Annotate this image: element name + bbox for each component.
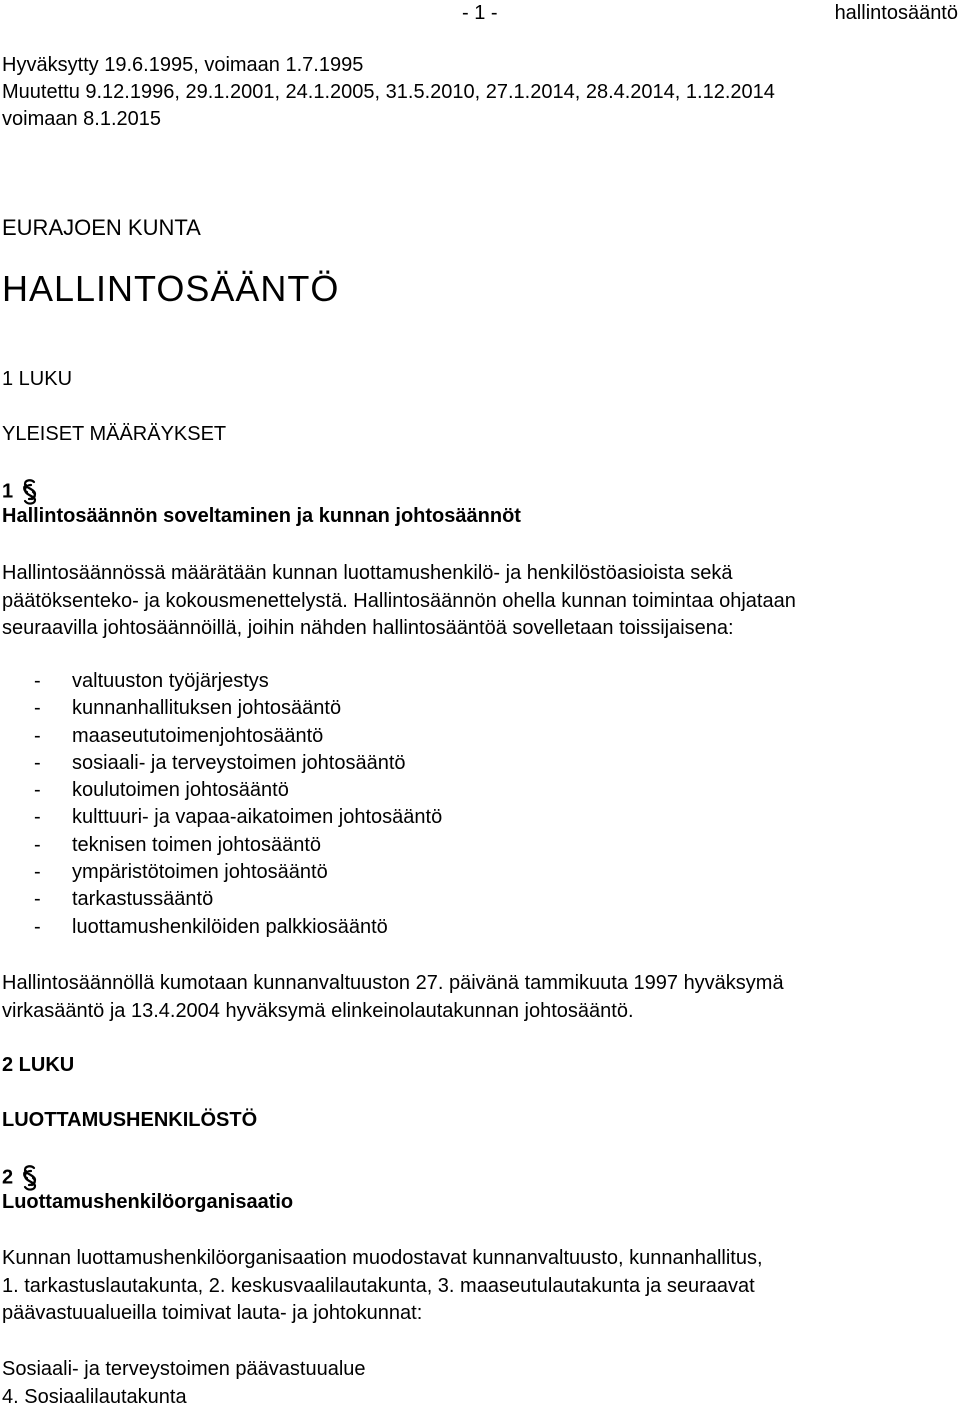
list-item: - maaseututoimenjohtosääntö [34,723,442,750]
section-sign-icon [19,1164,41,1192]
section-1-title: Hallintosäännön soveltaminen ja kunnan johtosäännöt [2,505,521,528]
section-2-number: 2 [2,1166,13,1188]
section-1-number: 1 [2,480,13,502]
list-item: - sosiaali- ja terveystoimen johtosääntö [34,750,442,777]
list-item: - luottamushenkilöiden palkkiosääntö [34,914,442,941]
chapter-1-title: YLEISET MÄÄRÄYKSET [2,423,226,446]
list-item: - ympäristötoimen johtosääntö [34,859,442,886]
list-item: - kunnanhallituksen johtosääntö [34,695,442,722]
paragraph-line: Hallintosäännöllä kumotaan kunnanvaltuuston 27. päivänä tammikuuta 1997 hyväksymä [2,970,784,998]
chapter-1-number: 1 LUKU [2,368,72,391]
list-item: - teknisen toimen johtosääntö [34,832,442,859]
municipality-name: EURAJOEN KUNTA [2,215,201,241]
amendment-line: Muutettu 9.12.1996, 29.1.2001, 24.1.2005, 31.5.2010, 27.1.2014, 28.4.2014, 1.12.2014 [2,79,775,106]
paragraph-line: päätöksenteko- ja kokousmenettelystä. Hallintosäännön ohella kunnan toimintaa ohjataan [2,588,796,616]
section-sign-icon [19,478,41,506]
chapter-2-title: LUOTTAMUSHENKILÖSTÖ [2,1109,257,1132]
paragraph-line: seuraavilla johtosäännöillä, joihin nähden hallintosääntöä sovelletaan toissijaisena: [2,615,796,643]
list-item: - kulttuuri- ja vapaa-aikatoimen johtosääntö [34,804,442,831]
section-1-paragraph [2,560,796,643]
section-2-heading [2,1164,41,1192]
list-item: - valtuuston työjärjestys [34,668,442,695]
effective-line: voimaan 8.1.2015 [2,106,775,133]
paragraph-line: Kunnan luottamushenkilöorganisaation muodostavat kunnanvaltuusto, kunnanhallitus, [2,1245,763,1273]
approval-line: Hyväksytty 19.6.1995, voimaan 1.7.1995 [2,52,775,79]
bylaw-list [34,668,442,941]
subsection-heading: Sosiaali- ja terveystoimen päävastuualue [2,1356,366,1384]
section-2-paragraph [2,1245,763,1328]
subsection-item: 4. Sosiaalilautakunta [2,1384,366,1411]
paragraph-line: virkasääntö ja 13.4.2004 hyväksymä elinkeinolautakunnan johtosääntö. [2,998,784,1026]
repeal-paragraph [2,970,784,1025]
document-label: hallintosääntö [835,2,958,25]
page-number: - 1 - [462,2,498,25]
subsection-block [2,1356,366,1411]
chapter-2-number: 2 LUKU [2,1054,74,1077]
paragraph-line: 1. tarkastuslautakunta, 2. keskusvaalilautakunta, 3. maaseutulautakunta ja seuraavat [2,1273,763,1301]
paragraph-line: Hallintosäännössä määrätään kunnan luottamushenkilö- ja henkilöstöasioista sekä [2,560,796,588]
section-1-heading [2,478,41,506]
page-title: HALLINTOSÄÄNTÖ [2,268,339,310]
list-item: - tarkastussääntö [34,886,442,913]
section-2-title: Luottamushenkilöorganisaatio [2,1191,293,1214]
document-metadata [2,52,775,133]
paragraph-line: päävastuualueilla toimivat lauta- ja johtokunnat: [2,1300,763,1328]
list-item: - koulutoimen johtosääntö [34,777,442,804]
